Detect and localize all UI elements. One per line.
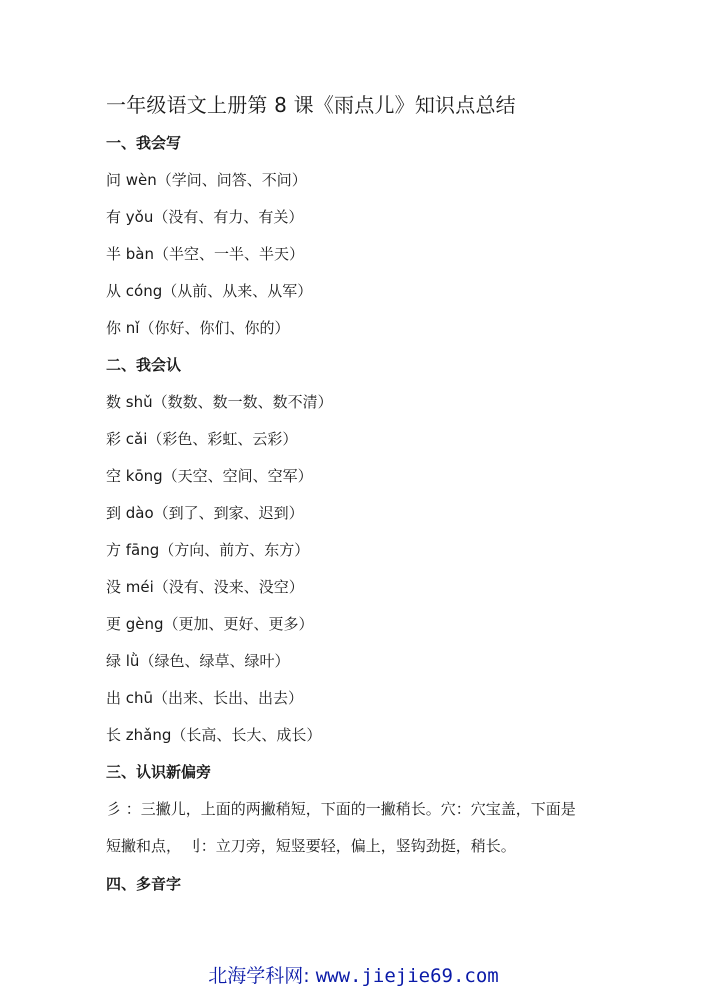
- footer-site-name: 北海学科网:: [208, 965, 310, 987]
- list-item: 数 shǔ（数数、数一数、数不清）: [106, 393, 333, 411]
- list-item: 长 zhǎng（长高、长大、成长）: [106, 726, 322, 744]
- paragraph-line: 短撇和点， 刂：立刀旁，短竖要轻，偏上，竖钩劲挺，稍长。: [106, 837, 516, 855]
- page-title: 一年级语文上册第 8 课《雨点儿》知识点总结: [106, 93, 516, 117]
- list-item: 没 méi（没有、没来、没空）: [106, 578, 304, 596]
- list-item: 有 yǒu（没有、有力、有关）: [106, 208, 304, 226]
- list-item: 绿 lǜ（绿色、绿草、绿叶）: [106, 652, 290, 670]
- list-item: 方 fāng（方向、前方、东方）: [106, 541, 310, 559]
- list-item: 彩 cǎi（彩色、彩虹、云彩）: [106, 430, 298, 448]
- section-heading-radicals: 三、认识新偏旁: [106, 763, 212, 781]
- list-item: 从 cóng（从前、从来、从军）: [106, 282, 313, 300]
- list-item: 问 wèn（学问、问答、不问）: [106, 171, 307, 189]
- footer-watermark: [0, 964, 707, 988]
- section-heading-recognize: 二、我会认: [106, 356, 182, 374]
- section-heading-polyphones: 四、多音字: [106, 875, 182, 893]
- list-item: 到 dào（到了、到家、迟到）: [106, 504, 304, 522]
- list-item: 空 kōng（天空、空间、空军）: [106, 467, 313, 485]
- paragraph-line: 彡 ：三撇儿，上面的两撇稍短，下面的一撇稍长。穴：穴宝盖，下面是: [106, 800, 576, 818]
- list-item: 出 chū（出来、长出、出去）: [106, 689, 304, 707]
- list-item: 更 gèng（更加、更好、更多）: [106, 615, 314, 633]
- list-item: 半 bàn（半空、一半、半天）: [106, 245, 304, 263]
- footer-url[interactable]: www.jiejie69.com: [315, 965, 499, 987]
- list-item: 你 nǐ（你好、你们、你的）: [106, 319, 290, 337]
- section-heading-write: 一、我会写: [106, 134, 182, 152]
